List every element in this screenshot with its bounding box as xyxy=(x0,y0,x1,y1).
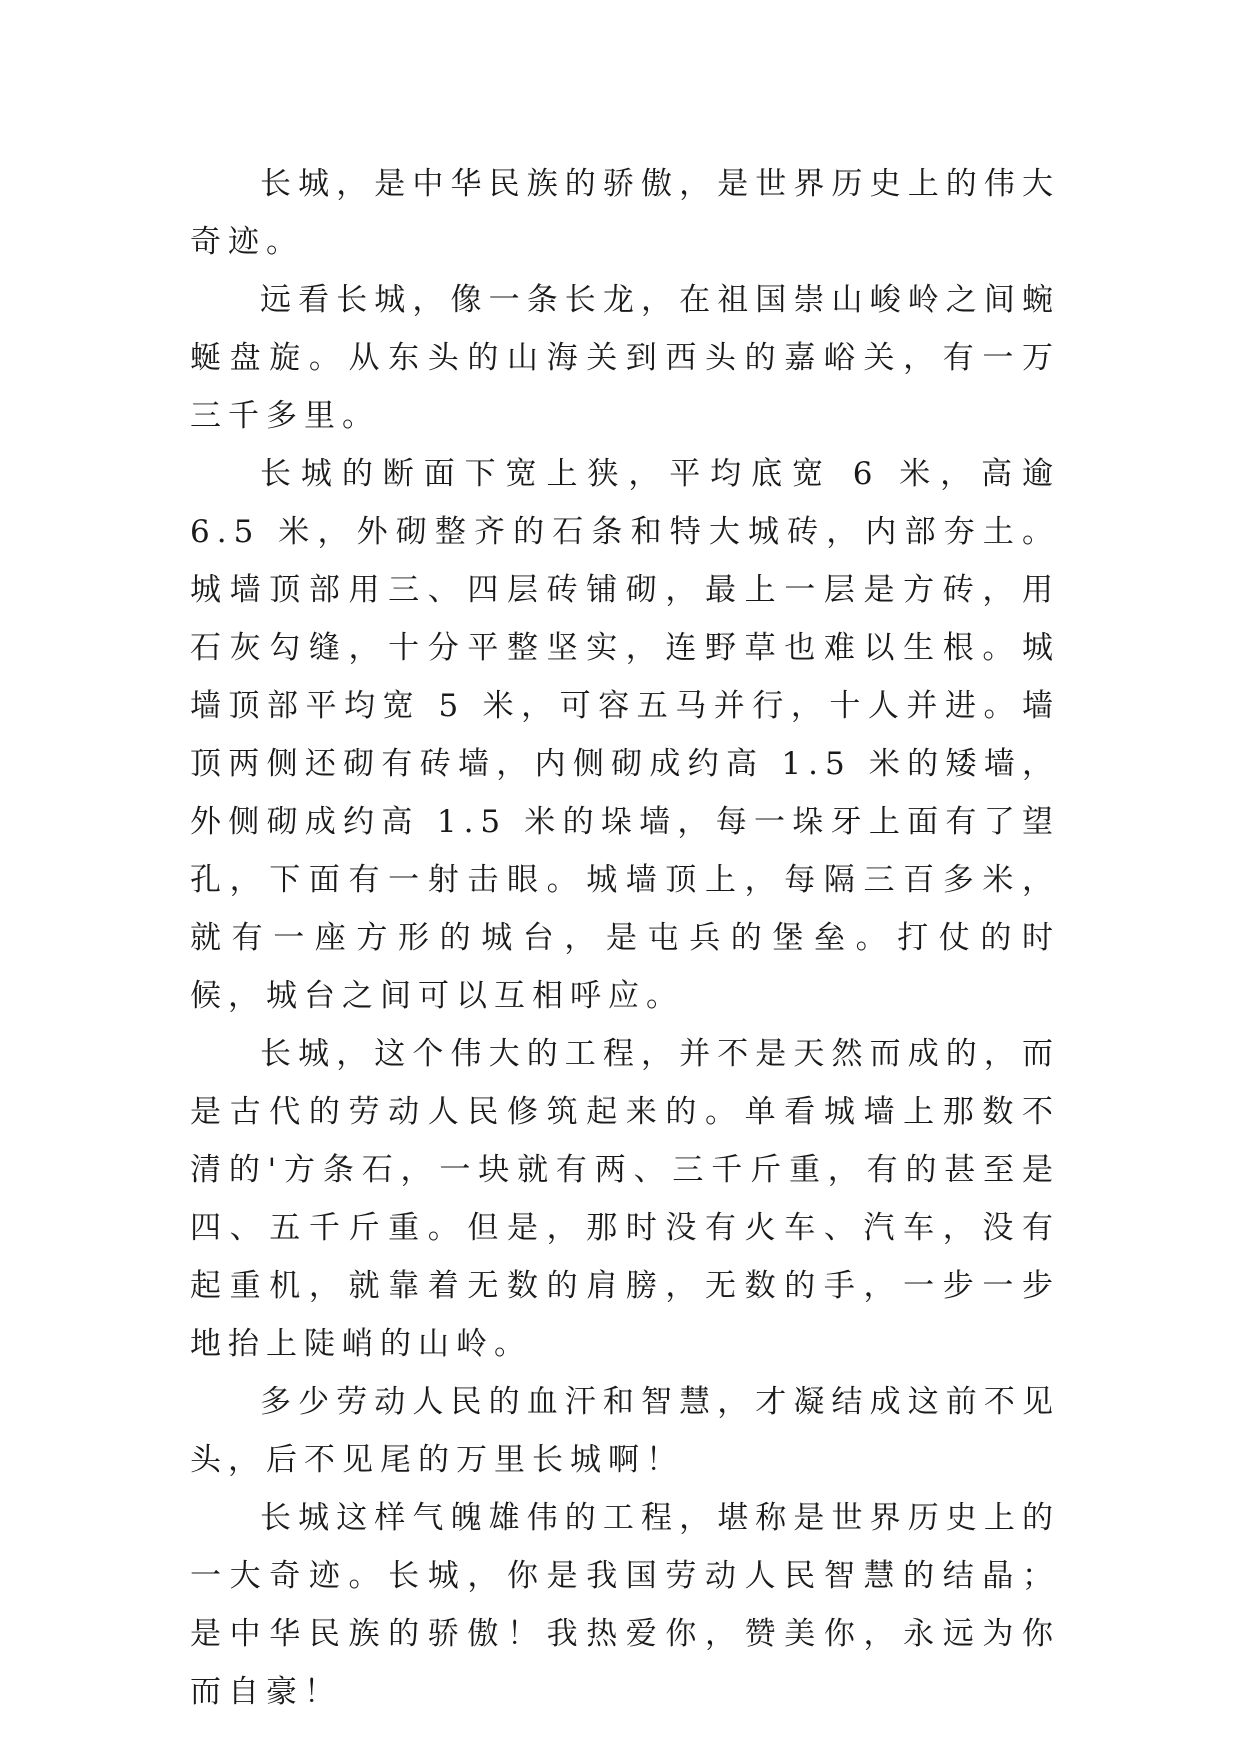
paragraph: 长城的断面下宽上狭，平均底宽 6 米，高逾 6.5 米，外砌整齐的石条和特大城砖，内部夯土。城墙顶部用三、四层砖铺砌，最上一层是方砖，用石灰勾缝，十分平整坚实，连野草也难以生根。城墙顶部平均宽 5 米，可容五马并行，十人并进。墙顶两侧还砌有砖墙，内侧砌成约高 1.5 米的矮墙，外侧砌成约高 1.5 米的垛墙，每一垛牙上面有了望孔，下面有一射击眼。城墙顶上，每隔三百多米，就有一座方形的城台，是屯兵的堡垒。打仗的时候，城台之间可以互相呼应。 xyxy=(190,456,1060,1014)
paragraph: 长城，是中华民族的骄傲，是世界历史上的伟大奇迹。 xyxy=(190,166,1060,260)
paragraph: 多少劳动人民的血汗和智慧，才凝结成这前不见头，后不见尾的万里长城啊！ xyxy=(190,1384,1060,1478)
paragraph: 长城，这个伟大的工程，并不是天然而成的，而是古代的劳动人民修筑起来的。单看城墙上那数不清的'方条石，一块就有两、三千斤重，有的甚至是四、五千斤重。但是，那时没有火车、汽车，没有起重机，就靠着无数的肩膀，无数的手，一步一步地抬上陡峭的山岭。 xyxy=(190,1036,1060,1362)
paragraph: 远看长城，像一条长龙，在祖国崇山峻岭之间蜿蜒盘旋。从东头的山海关到西头的嘉峪关，有一万三千多里。 xyxy=(190,282,1060,434)
document-body xyxy=(190,155,1060,1721)
paragraph: 长城这样气魄雄伟的工程，堪称是世界历史上的一大奇迹。长城，你是我国劳动人民智慧的结晶；是中华民族的骄傲！我热爱你，赞美你，永远为你而自豪！ xyxy=(190,1500,1060,1710)
